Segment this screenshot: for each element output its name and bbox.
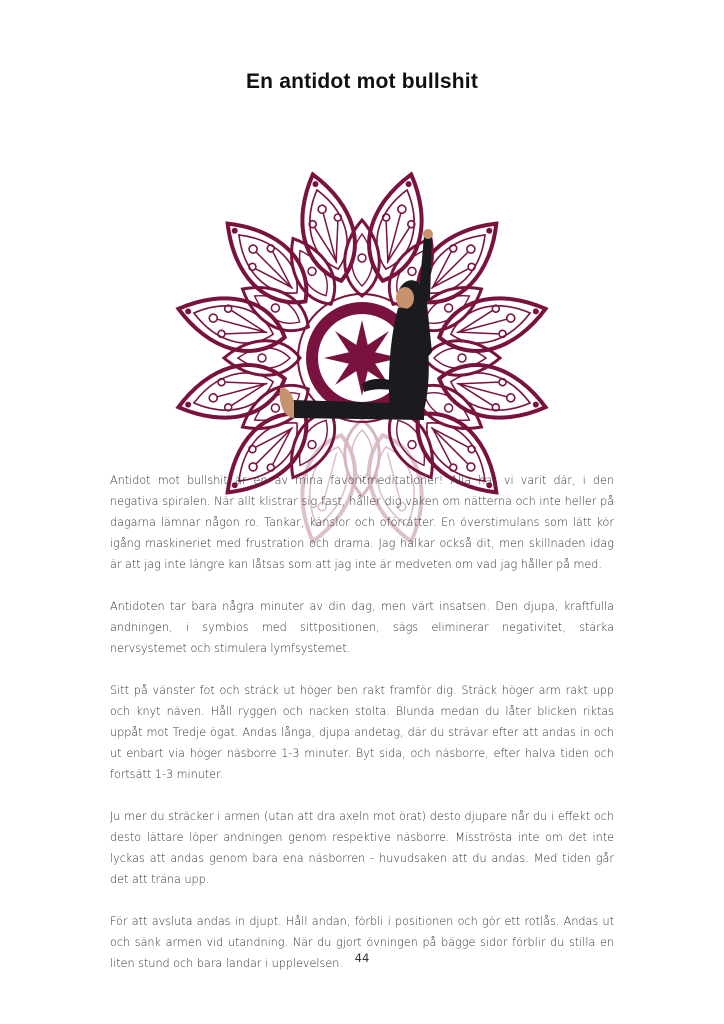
page-title: En antidot mot bullshit	[245, 70, 479, 93]
paragraph: Ju mer du sträcker i armen (utan att dra axeln mot örat) desto djupare når du i effekt och desto lättare löper andningen genom respektive näsborre. Misströsta inte om det inte lyckas att andas genom bara ena näsborren - huvudsaken att du andas. Med tiden går det att träna upp.	[110, 810, 614, 886]
paragraph: Sitt på vänster fot och sträck ut höger ben rakt framför dig. Sträck höger arm rakt upp och knyt näven. Håll ryggen och nacken stolta. Blunda medan du låter blicken riktas uppåt mot Tredje ögat. Andas långa, djupa andetag, där du strävar efter att andas in och ut enbart via höger näsborre 1-3 minuter. Byt sida, och näsborre, efter halva tiden och fortsätt 1-3 minuter.	[110, 684, 614, 781]
paragraph: Antidoten tar bara några minuter av din dag, men värt insatsen. Den djupa, kraftfulla andningen, i symbios med sittpositionen, sägs eliminerar negativitet, stärka nervsystemet och stimulera lymfsystemet.	[110, 600, 614, 655]
paragraph: För att avsluta andas in djupt. Håll andan, förbli i positionen och gör ett rotlås. Andas ut och sänk armen vid utandning. När du gjort övningen på bägge sidor förblir du stilla en liten stund och bara landar i upplevelsen.	[110, 915, 614, 970]
paragraph: Antidot mot bullshit är en av mina favoritmeditationer! Alla har vi varit där, i den negativa spiralen. När allt klistrar sig fast, håller dig vaken om nätterna och inte heller på dagarna lämnar någon ro. Tankar, känslor och oförrätter. En överstimulans som lätt kör igång maskineriet med frustration och drama. Jag halkar också dit, men skillnaden idag är att jag inte längre kan låtsas som att jag inte är medveten om vad jag håller på med.	[110, 474, 614, 571]
page-number: 44	[354, 951, 370, 965]
body-text	[110, 470, 614, 995]
